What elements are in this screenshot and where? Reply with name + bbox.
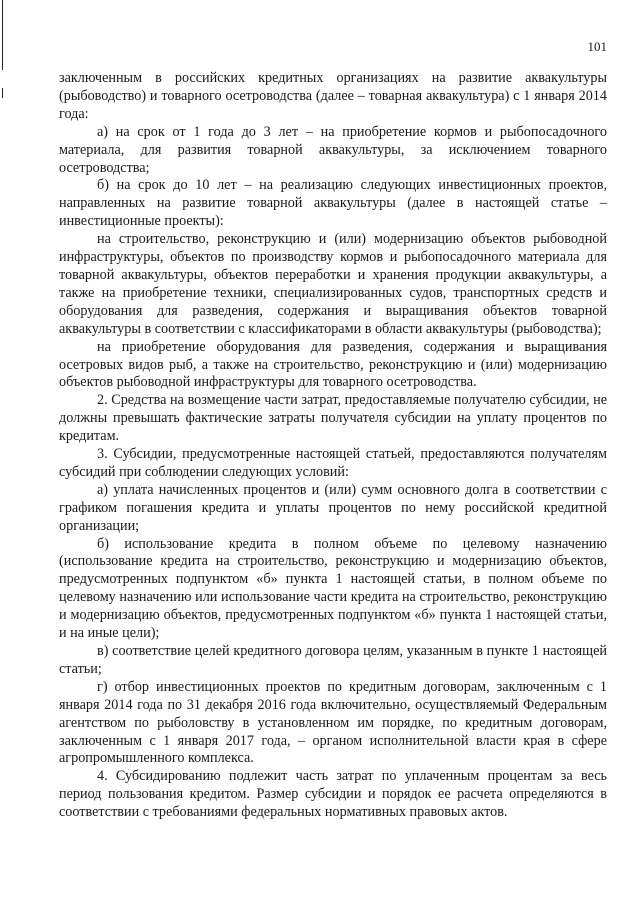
document-body <box>59 70 607 822</box>
paragraph: на приобретение оборудования для разведения, содержания и выращивания осетровых видов рыб, а также на строительство, реконструкцию и (или) модернизацию объектов рыбоводной инфраструктуры для товарного осетроводства. <box>59 338 607 391</box>
paragraph: 3. Субсидии, предусмотренные настоящей статьей, предоставляются получателям субсидий при соблюдении следующих условий: <box>59 446 607 480</box>
paragraph: заключенным в российских кредитных организациях на развитие аквакультуры (рыбоводство) и товарного осетроводства (далее – товарная аквакультура) с 1 января 2014 года: <box>59 70 607 122</box>
paragraph: а) уплата начисленных процентов и (или) сумм основного долга в соответствии с графиком погашения кредита и уплаты процентов по нему российской кредитной организации; <box>59 481 607 534</box>
paragraph: г) отбор инвестиционных проектов по кредитным договорам, заключенным с 1 января 2014 года по 31 декабря 2016 года включительно, осуществляемый Федеральным агентством по рыболовству в установленном им порядке, по кредитным договорам, заключенным с 1 января 2017 года, – органом исполнительной власти края в сфере агропромышленного комплекса. <box>59 678 607 767</box>
scan-edge-line <box>2 0 3 70</box>
paragraph: в) соответствие целей кредитного договора целям, указанным в пункте 1 настоящей статьи; <box>59 643 607 677</box>
paragraph: б) на срок до 10 лет – на реализацию следующих инвестиционных проектов, направленных на развитие товарной аквакультуры (далее в настоящей статье – инвестиционные проекты): <box>59 177 607 230</box>
scan-edge-line <box>2 88 3 98</box>
paragraph: на строительство, реконструкцию и (или) модернизацию объектов рыбоводной инфраструктуры, объектов по производству кормов и рыбопосадочного материала для товарной аквакультуры, объектов переработки и хранения продукции аквакультуры, а также на приобретение техники, специализированных судов, транспортных средств и оборудования для разведения, содержания и выращивания объектов товарной аквакультуры в соответствии с классификаторами в области аквакультуры (рыбоводства); <box>59 231 607 337</box>
paragraph: б) использование кредита в полном объеме по целевому назначению (использование кредита на строительство, реконструкцию и модернизацию объектов, предусмотренных подпунктом «б» пункта 1 настоящей статьи, в полном объеме по целевому назначению или использование части кредита на строительство, реконструкцию и модернизацию объектов, предусмотренных подпунктом «б» пункта 1 настоящей статьи, и на иные цели); <box>59 535 607 642</box>
page-number: 101 <box>587 39 607 54</box>
paragraph: 4. Субсидированию подлежит часть затрат по уплаченным процентам за весь период пользования кредитом. Размер субсидии и порядок ее расчета определяются в соответствии с требованиями федеральных нормативных правовых актов. <box>59 768 607 821</box>
paragraph: а) на срок от 1 года до 3 лет – на приобретение кормов и рыбопосадочного материала, для развития товарной аквакультуры, за исключением товарного осетроводства; <box>59 123 607 176</box>
paragraph: 2. Средства на возмещение части затрат, предоставляемые получателю субсидии, не должны превышать фактические затраты получателя субсидии на уплату процентов по кредитам. <box>59 392 607 445</box>
